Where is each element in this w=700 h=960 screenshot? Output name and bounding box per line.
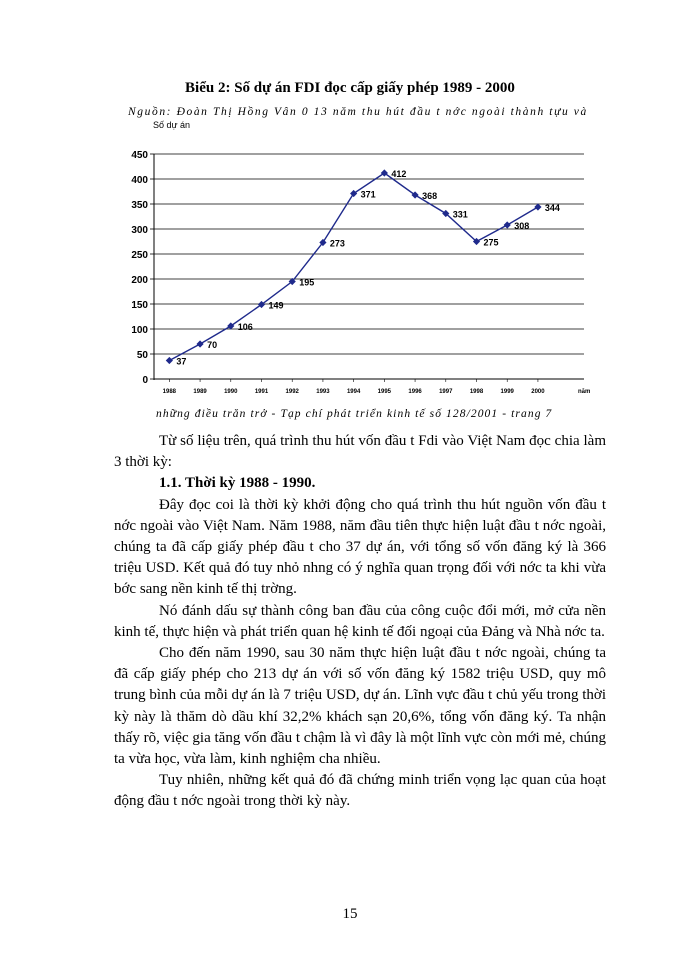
data-label: 106 — [237, 322, 253, 332]
data-label: 273 — [329, 238, 345, 249]
y-tick-label: 250 — [131, 250, 148, 261]
data-point — [534, 203, 541, 210]
chart-title: Biểu 2: Số dự án FDI đọc cấp giấy phép 1989 - 2000 — [185, 80, 515, 96]
x-tick-labels — [163, 379, 546, 395]
y-tick-label: 50 — [136, 350, 148, 361]
data-point — [166, 357, 173, 364]
data-label: 344 — [544, 203, 560, 213]
data-label: 149 — [268, 300, 284, 311]
paragraph-intro: Từ số liệu trên, quá trình thu hút vốn đầu t Fdi vào Việt Nam đọc chia làm 3 thời kỳ: — [114, 433, 606, 471]
y-tick-label: 400 — [131, 175, 148, 186]
x-axis-label: năm — [578, 389, 591, 395]
data-points — [166, 169, 542, 364]
x-tick-label: 1992 — [285, 389, 299, 395]
x-tick-label: 1991 — [254, 389, 269, 395]
data-label: 412 — [391, 169, 407, 179]
x-tick-label: 1993 — [316, 389, 330, 395]
section-heading: 1.1. Thời kỳ 1988 - 1990. — [159, 475, 316, 492]
data-label: 308 — [514, 221, 530, 231]
x-tick-label: 1997 — [439, 389, 453, 395]
data-point — [504, 221, 511, 228]
data-label: 368 — [422, 191, 438, 201]
y-tick-labels — [131, 150, 154, 386]
y-tick-label: 350 — [131, 200, 148, 211]
data-label: 275 — [483, 237, 499, 248]
source-citation-line-2: những điều trăn trở - Tạp chí phát triển kinh tế số 128/2001 - trang 7 — [156, 408, 553, 420]
data-label: 331 — [452, 209, 468, 220]
x-tick-label: 1999 — [500, 389, 514, 395]
x-tick-label: 1996 — [408, 389, 422, 395]
y-tick-label: 300 — [131, 225, 148, 236]
paragraph-4: Tuy nhiên, những kết quả đó đã chứng minh triển vọng lạc quan của hoạt động đầu t nớc ngoài trong thời kỳ này. — [114, 772, 606, 810]
data-labels — [176, 169, 560, 367]
x-tick-label: 1989 — [193, 389, 207, 395]
y-tick-label: 200 — [131, 275, 148, 286]
data-label: 195 — [299, 277, 315, 288]
data-label: 371 — [360, 189, 376, 200]
y-axis-label: Số dự án — [153, 120, 191, 130]
paragraph-3: Cho đến năm 1990, sau 30 năm thực hiện luật đầu t nớc ngoài, chúng ta đã cấp giấy phép cho 213 dự án với số vốn đăng ký 1582 triệu USD, quy mô trung bình của mỗi dự án là 7 triệu USD, dự án. Lĩnh vực đầu t chủ yếu trong thời kỳ này là thăm dò dầu khí 32,2% khách sạn 20,6%, tổng vốn đăng ký. Ta nhận thấy rõ, việc gia tăng vốn đầu t chậm là vì đây là một lĩnh vực còn mới mẻ, chúng ta vừa học, vừa làm, kinh nghiệm cha nhiều. — [114, 645, 606, 768]
x-tick-label: 1990 — [224, 389, 238, 395]
x-tick-label: 1994 — [346, 389, 361, 395]
y-tick-label: 100 — [131, 325, 148, 336]
data-label: 37 — [176, 356, 187, 367]
body-text — [114, 431, 606, 813]
data-label: 70 — [207, 340, 218, 350]
x-tick-label: 1995 — [377, 389, 392, 395]
y-tick-label: 0 — [142, 375, 148, 386]
x-tick-label: 1998 — [469, 389, 484, 395]
fdi-projects-line-chart — [110, 118, 600, 403]
paragraph-2: Nó đánh dấu sự thành công ban đầu của công cuộc đổi mới, mở cửa nền kinh tế, thực hiện và phát triển quan hệ kinh tế đối ngoại của Đảng và Nhà nớc ta. — [114, 602, 606, 640]
page-number: 15 — [342, 906, 358, 922]
source-citation-line-1: Nguồn: Đoàn Thị Hồng Vân 0 13 năm thu hút đầu t nớc ngoài thành tựu và — [128, 106, 588, 118]
y-tick-label: 450 — [131, 150, 148, 161]
series-line-so-du-an — [169, 173, 538, 361]
x-tick-label: 2000 — [531, 389, 545, 395]
y-tick-label: 150 — [131, 300, 148, 311]
x-tick-label: 1988 — [162, 389, 177, 395]
paragraph-1: Đây đọc coi là thời kỳ khởi động cho quá trình thu hút nguồn vốn đầu t nớc ngoài vào Việt Nam. Năm 1988, năm đầu tiên thực hiện luật đầu t nớc ngoài, chúng ta đã cấp giấy phép đầu t cho 37 dự án, với tổng số vốn đăng ký là 366 triệu USD. Kết quả đó tuy nhỏ nhng có ý nghĩa quan trọng đối với nớc ta khi vừa bớc sang nền kinh tế thị trờng. — [114, 496, 606, 598]
data-point — [196, 340, 203, 347]
